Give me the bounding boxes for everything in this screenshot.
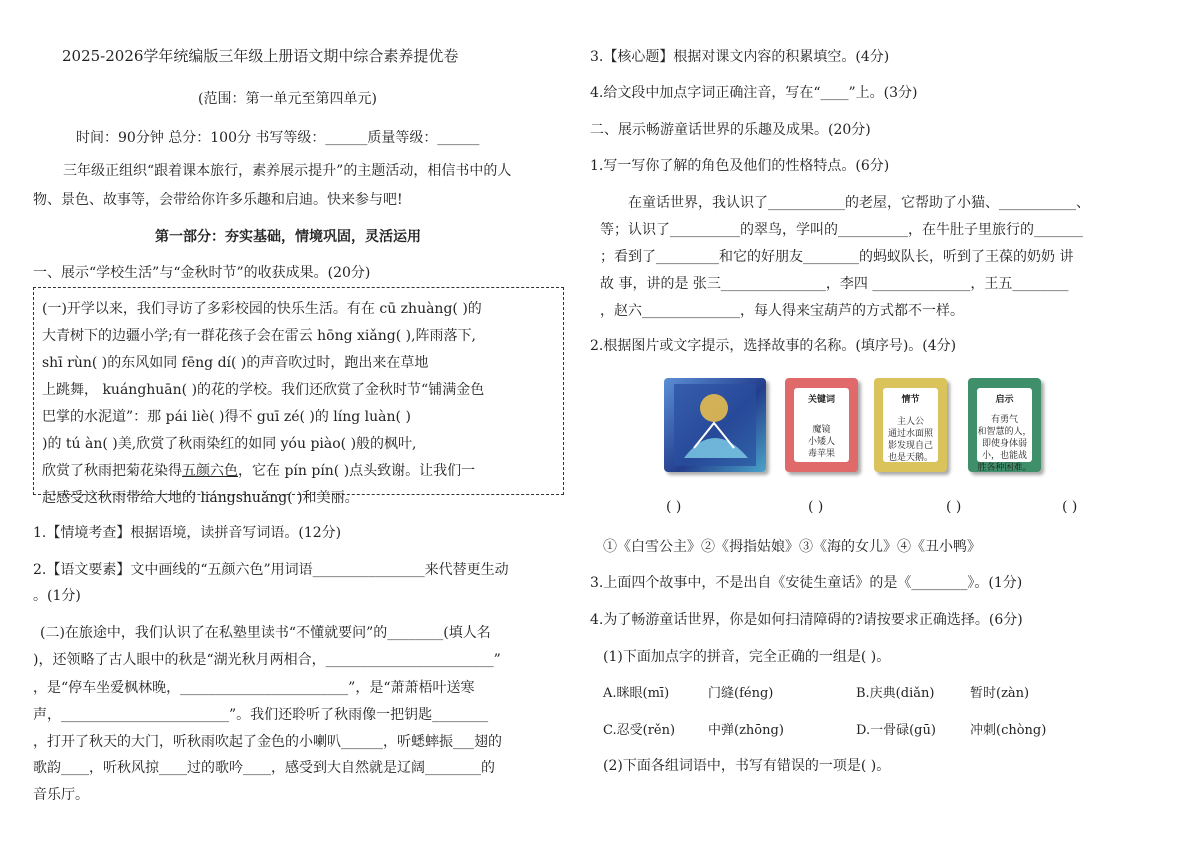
section-two-heading: 二、展示畅游童话世界的乐趣及成果。(20分)	[590, 122, 871, 138]
fairy-passage-line: 故 事，讲的是 张三_______________，李四 ______________，王五________	[600, 276, 1069, 292]
answer-paren-2: ( )	[808, 499, 824, 515]
intro-line-2: 物、景色、故事等，会带给你许多乐趣和启迪。快来参与吧!	[33, 192, 403, 208]
underlined-word: 五颜六色	[182, 463, 238, 479]
card-head: 情节	[901, 395, 920, 405]
question-2: 2.【语文要素】文中画线的“五颜六色”用词语________________来代替更生动	[33, 562, 509, 578]
question-1: 1.【情境考查】根据语境，读拼音写词语。(12分)	[33, 525, 342, 541]
question-4: 4.给文段中加点字词正确注音，写在“____”上。(3分)	[590, 85, 918, 101]
card-body: 主人公 通过水面照 影发现自己 也是天鹅。	[887, 417, 933, 463]
card-head: 关键词	[807, 395, 835, 405]
story-card-plot	[874, 378, 947, 472]
choice-d-1: D.一骨碌(gū)	[856, 723, 936, 738]
card-body: 有勇气 和智慧的人， 即使身体弱 小，也能战 胜各种困难。	[977, 415, 1032, 473]
exam-meta: 时间：90分钟 总分：100分 书写等级：______质量等级：______	[76, 130, 480, 146]
passage-two-line: 声，________________________”。我们还聆听了秋雨像一把钥匙________	[33, 707, 489, 723]
passage-line: 上跳舞， kuánghuān( )的花的学校。我们还欣赏了金秋时节“铺满金色	[42, 382, 485, 398]
story-card-lesson	[968, 378, 1041, 472]
answer-paren-4: ( )	[1062, 499, 1078, 515]
passage-line: 起感受这秋雨带给大地的 liángshuǎng( )和美丽。	[42, 490, 359, 506]
choice-c-1: C.忍受(rěn)	[603, 723, 676, 738]
choice-b-1: B.庆典(diǎn)	[856, 686, 935, 701]
fairy-passage-line: 等；认识了__________的翠鸟，学叫的__________，在牛肚子里旅行的_______	[600, 222, 1083, 238]
intro-line-1: 三年级正组织“跟着课本旅行，素养展示提升”的主题活动，相信书中的人	[63, 163, 512, 179]
question-2-score: 。(1分)	[33, 588, 81, 604]
choice-b-2: 暂时(zàn)	[970, 686, 1030, 701]
story-options: ①《白雪公主》②《拇指姑娘》③《海的女儿》④《丑小鸭》	[603, 539, 981, 555]
passage-two-line: 歌韵____，听秋风掠____过的歌吟____，感受到大自然就是辽阔________的	[33, 760, 495, 776]
passage-two-line: (二)在旅途中，我们认识了在私塾里读书“不懂就要问”的________(填人名	[40, 625, 491, 641]
question-3: 3.【核心题】根据对课文内容的积累填空。(4分)	[590, 49, 890, 65]
passage-text: 欣赏了秋雨把菊花染得	[42, 463, 182, 479]
passage-line: 大青树下的边疆小学;有一群花孩子会在雷云 hōng xiǎng( ),阵雨落下,	[42, 328, 477, 344]
passage-two-line: 音乐厅。	[33, 787, 89, 803]
passage-two-line: ，打开了秋天的大门，听秋雨吹起了金色的小喇叭______，听蟋蟀振___翅的	[33, 734, 502, 750]
passage-two-line: ，是“停车坐爱枫林晚，________________________”，是“萧萧梧叶送寒	[33, 680, 475, 696]
choice-a-1: A.眯眼(mī)	[603, 686, 670, 701]
part-one-heading: 第一部分：夯实基础，情境巩固，灵活运用	[155, 229, 421, 245]
fairy-passage-line: ，赵六______________，每人得来宝葫芦的方式都不一样。	[600, 303, 964, 319]
passage-line: 巴掌的水泥道”：那 pái liè( )得不 guī zé( )的 líng luàn( )	[42, 409, 411, 425]
exam-range: (范围：第一单元至第四单元)	[198, 91, 377, 107]
passage-line: )的 tú àn( )美,欣赏了秋雨染红的如同 yóu piào( )般的枫叶,	[42, 436, 417, 452]
story-card-cover	[664, 378, 766, 472]
fairy-passage-line: ；看到了_________和它的好朋友________的蚂蚁队长，听到了王葆的奶奶 讲	[600, 249, 1074, 265]
answer-paren-1: ( )	[666, 499, 682, 515]
sub-question-2: (2)下面各组词语中，书写有错误的一项是( )。	[603, 758, 891, 774]
story-card-keywords	[785, 378, 858, 472]
sub-question-1: (1)下面加点字的拼音，完全正确的一组是( )。	[603, 649, 891, 665]
snow-queen-picture	[664, 378, 766, 472]
passage-line: (一)开学以来，我们寻访了多彩校园的快乐生活。有在 cū zhuàng( )的	[42, 301, 482, 317]
choice-d-2: 冲刺(chòng)	[970, 723, 1047, 738]
fairy-question-1: 1.写一写你了解的角色及他们的性格特点。(6分)	[590, 158, 890, 174]
passage-line: shī rùn( )的东风如同 fēng dí( )的声音吹过时，跑出来在草地	[42, 355, 429, 371]
answer-paren-3: ( )	[946, 499, 962, 515]
fairy-question-3: 3.上面四个故事中，不是出自《安徒生童话》的是《________》。(1分)	[590, 575, 1023, 591]
choice-a-2: 门缝(féng)	[708, 686, 774, 701]
passage-two-line: )，还领略了古人眼中的秋是“湖光秋月两相合，________________________”	[33, 652, 501, 668]
passage-text: ，它在 pín pín( )点头致谢。让我们一	[238, 463, 476, 479]
exam-title: 2025-2026学年统编版三年级上册语文期中综合素养提优卷	[62, 47, 459, 65]
choice-c-2: 中弹(zhōng)	[708, 723, 784, 738]
card-head: 启示	[995, 395, 1014, 405]
fairy-passage-line: 在童话世界，我认识了___________的老屋，它帮助了小猫、___________、	[628, 195, 1090, 211]
section-one-heading: 一、展示“学校生活”与“金秋时节”的收获成果。(20分)	[33, 265, 371, 281]
passage-line	[42, 460, 475, 480]
fairy-question-2: 2.根据图片或文字提示，选择故事的名称。(填序号)。(4分)	[590, 338, 957, 354]
fairy-question-4: 4.为了畅游童话世界，你是如何扫清障碍的?请按要求正确选择。(6分)	[590, 612, 1023, 628]
card-body: 魔镜 小矮人 毒苹果	[807, 425, 835, 459]
